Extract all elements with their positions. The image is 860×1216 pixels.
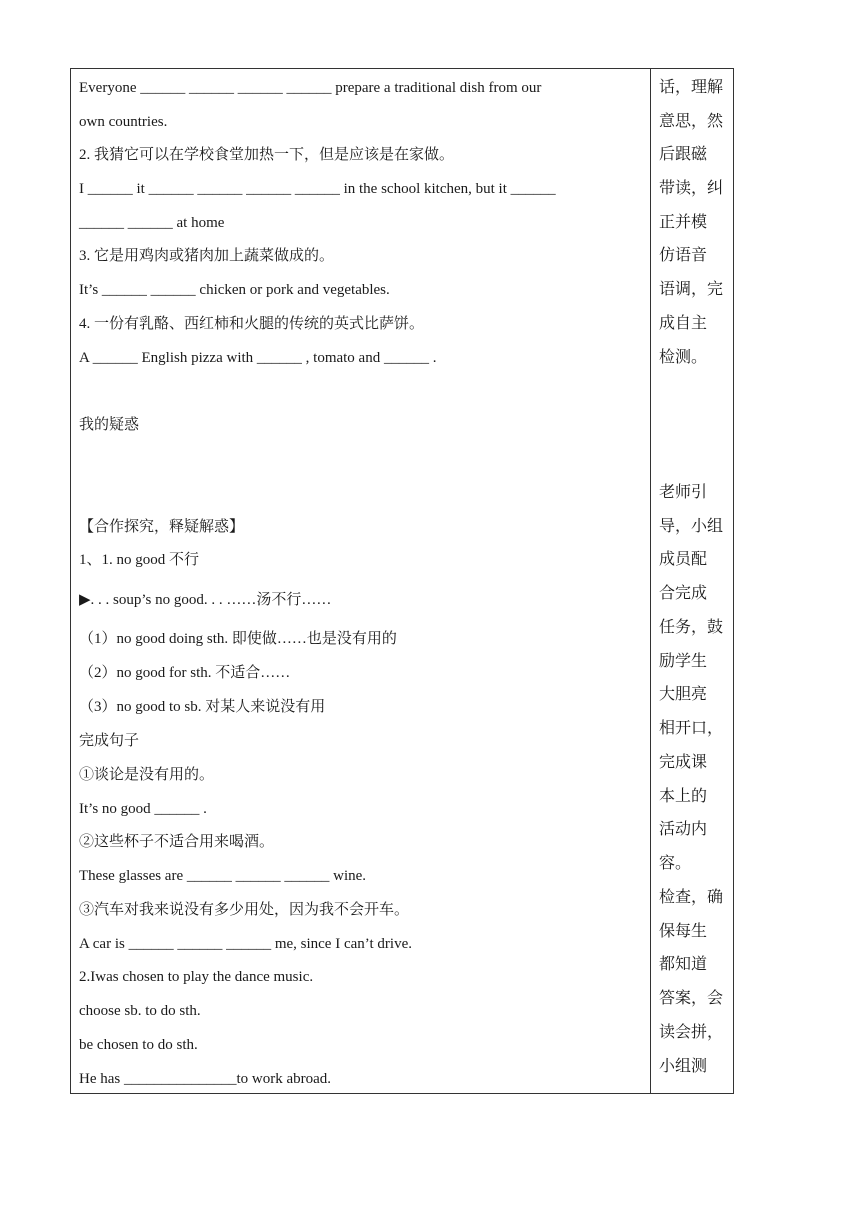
main-content-column: [71, 69, 651, 1093]
section-heading: 【合作探究，释疑解惑】: [79, 519, 245, 535]
teacher-notes-column: [651, 69, 733, 1093]
text-line: 完成句子: [79, 733, 140, 749]
note-line: 励学生: [659, 653, 708, 670]
text-line: I ______ it ______ ______ ______ ______ in the school kitchen, but it ______: [79, 181, 556, 197]
note-line: 成自主: [659, 315, 708, 332]
note-line: 后跟磁: [659, 146, 708, 163]
note-line: 检查，确: [659, 889, 724, 906]
text-line: ①谈论是没有用的。: [79, 767, 215, 783]
note-line: 成员配: [659, 551, 708, 568]
note-line: 大胆亮: [659, 686, 708, 703]
text-line: ③汽车对我来说没有多少用处，因为我不会开车。: [79, 902, 410, 918]
text-line: own countries.: [79, 114, 168, 130]
note-line: 都知道: [659, 956, 708, 973]
worksheet-table: [70, 68, 734, 1094]
text-line: It’s no good ______ .: [79, 801, 207, 817]
text-line: A car is ______ ______ ______ me, since I can’t drive.: [79, 936, 412, 952]
note-line: 保每生: [659, 923, 708, 940]
text-line: These glasses are ______ ______ ______ wine.: [79, 868, 367, 884]
text-line: It’s ______ ______ chicken or pork and vegetables.: [79, 282, 390, 298]
text-line: A ______ English pizza with ______ , tomato and ______ .: [79, 350, 437, 366]
note-line: 正并模: [659, 214, 708, 231]
note-line: 答案，会: [659, 990, 724, 1007]
note-line: 检测。: [659, 349, 708, 366]
text-line: He has _______________to work abroad.: [79, 1071, 332, 1087]
note-line: 话，理解: [659, 79, 724, 96]
text-line: （1）no good doing sth. 即使做……也是没有用的: [79, 631, 397, 647]
text-line: choose sb. to do sth.: [79, 1003, 201, 1019]
text-line: ______ ______ at home: [79, 215, 225, 231]
note-line: 任务，鼓: [659, 619, 724, 636]
note-line: 合完成: [659, 585, 708, 602]
note-line: 相开口，: [659, 720, 724, 737]
note-line: 语调，完: [659, 281, 724, 298]
note-line: 仿语音: [659, 247, 708, 264]
note-line: 导，小组: [659, 518, 724, 535]
note-line: 小组测: [659, 1058, 708, 1075]
text-line: （2）no good for sth. 不适合……: [79, 665, 291, 681]
section-heading: 我的疑惑: [79, 417, 140, 433]
text-line: ▶. . . soup’s no good. . . ……汤不行……: [79, 592, 332, 608]
text-line: （3）no good to sb. 对某人来说没有用: [79, 699, 326, 715]
text-line: Everyone ______ ______ ______ ______ prepare a traditional dish from our: [79, 80, 542, 96]
note-line: 容。: [659, 855, 692, 872]
text-line: 4. 一份有乳酪、西红柿和火腿的传统的英式比萨饼。: [79, 316, 425, 332]
note-line: 带读，纠: [659, 180, 724, 197]
note-line: 老师引: [659, 484, 708, 501]
note-line: 完成课: [659, 754, 708, 771]
note-line: 本上的: [659, 788, 708, 805]
note-line: 读会拼，: [659, 1024, 724, 1041]
text-line: 2.Iwas chosen to play the dance music.: [79, 969, 314, 985]
note-line: 活动内: [659, 821, 708, 838]
note-line: 意思，然: [659, 113, 724, 130]
text-line: 1、1. no good 不行: [79, 552, 200, 568]
text-line: 2. 我猜它可以在学校食堂加热一下，但是应该是在家做。: [79, 147, 455, 163]
text-line: 3. 它是用鸡肉或猪肉加上蔬菜做成的。: [79, 248, 335, 264]
text-line: be chosen to do sth.: [79, 1037, 198, 1053]
text-line: ②这些杯子不适合用来喝酒。: [79, 834, 275, 850]
